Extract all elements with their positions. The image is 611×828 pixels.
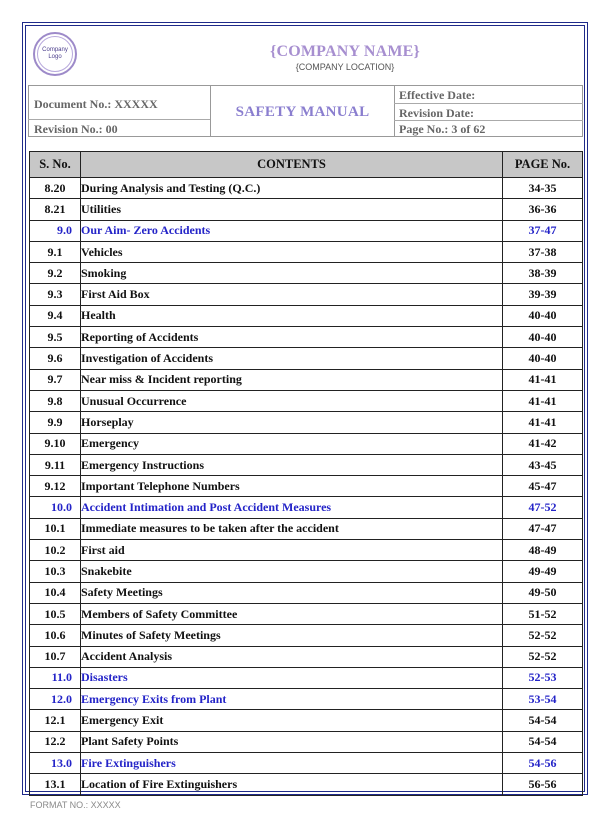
row-contents-title: Safety Meetings [81, 582, 503, 603]
row-serial-number: 9.11 [30, 454, 81, 475]
table-row [30, 263, 583, 284]
row-contents-title: Accident Intimation and Post Accident Measures [81, 497, 503, 518]
row-serial-number: 9.7 [30, 369, 81, 390]
row-serial-number: 11.0 [30, 667, 81, 688]
row-serial-number: 8.20 [30, 178, 81, 199]
row-page-range: 47-47 [503, 518, 583, 539]
table-row [30, 327, 583, 348]
table-row [30, 390, 583, 411]
row-serial-number: 10.4 [30, 582, 81, 603]
column-header-sno: S. No. [30, 152, 81, 178]
company-logo [33, 32, 77, 76]
header-rule-left [28, 119, 210, 120]
row-contents-title: Minutes of Safety Meetings [81, 625, 503, 646]
row-contents-title: Health [81, 305, 503, 326]
table-row [30, 582, 583, 603]
row-contents-title: Emergency Exit [81, 710, 503, 731]
row-contents-title: Our Aim- Zero Accidents [81, 220, 503, 241]
row-contents-title: Members of Safety Committee [81, 603, 503, 624]
effective-date: Effective Date: [399, 88, 476, 102]
company-location: {COMPANY LOCATION} [295, 62, 395, 72]
row-page-range: 52-53 [503, 667, 583, 688]
row-contents-title: During Analysis and Testing (Q.C.) [81, 178, 503, 199]
row-contents-title: Disasters [81, 667, 503, 688]
row-serial-number: 13.0 [30, 753, 81, 774]
row-contents-title: Emergency [81, 433, 503, 454]
company-name: {COMPANY NAME} [269, 43, 421, 60]
table-row [30, 476, 583, 497]
chapter-row [30, 667, 583, 688]
logo-text: Company Logo [42, 47, 68, 60]
table-row [30, 774, 583, 795]
row-serial-number: 9.3 [30, 284, 81, 305]
row-page-range: 41-42 [503, 433, 583, 454]
table-header-row [30, 152, 583, 178]
logo-ring [37, 36, 73, 72]
row-page-range: 41-41 [503, 369, 583, 390]
header-divider-right [394, 85, 395, 137]
contents-table [29, 151, 583, 796]
revision-number: Revision No.: 00 [34, 122, 118, 136]
row-page-range: 45-47 [503, 476, 583, 497]
row-contents-title: Utilities [81, 199, 503, 220]
row-contents-title: Emergency Exits from Plant [81, 689, 503, 710]
revision-date: Revision Date: [399, 106, 474, 120]
row-page-range: 43-45 [503, 454, 583, 475]
table-row [30, 710, 583, 731]
table-body [30, 178, 583, 796]
row-page-range: 56-56 [503, 774, 583, 795]
row-contents-title: Location of Fire Extinguishers [81, 774, 503, 795]
row-page-range: 54-56 [503, 753, 583, 774]
row-serial-number: 13.1 [30, 774, 81, 795]
row-page-range: 39-39 [503, 284, 583, 305]
row-page-range: 36-36 [503, 199, 583, 220]
row-page-range: 34-35 [503, 178, 583, 199]
table-row [30, 603, 583, 624]
table-row [30, 305, 583, 326]
row-serial-number: 12.0 [30, 689, 81, 710]
row-page-range: 40-40 [503, 327, 583, 348]
row-contents-title: First Aid Box [81, 284, 503, 305]
row-contents-title: Unusual Occurrence [81, 390, 503, 411]
row-serial-number: 10.7 [30, 646, 81, 667]
chapter-row [30, 689, 583, 710]
row-serial-number: 12.2 [30, 731, 81, 752]
row-page-range: 49-49 [503, 561, 583, 582]
header-rule-right-1 [394, 103, 583, 104]
table-row [30, 518, 583, 539]
row-serial-number: 10.3 [30, 561, 81, 582]
row-serial-number: 9.0 [30, 220, 81, 241]
table-row [30, 433, 583, 454]
row-serial-number: 9.12 [30, 476, 81, 497]
row-contents-title: Reporting of Accidents [81, 327, 503, 348]
row-page-range: 49-50 [503, 582, 583, 603]
row-contents-title: Near miss & Incident reporting [81, 369, 503, 390]
row-contents-title: Immediate measures to be taken after the accident [81, 518, 503, 539]
row-serial-number: 10.5 [30, 603, 81, 624]
row-serial-number: 9.9 [30, 412, 81, 433]
row-serial-number: 12.1 [30, 710, 81, 731]
row-page-range: 54-54 [503, 710, 583, 731]
table-row [30, 348, 583, 369]
table-row [30, 412, 583, 433]
row-page-range: 40-40 [503, 305, 583, 326]
row-serial-number: 10.2 [30, 540, 81, 561]
row-contents-title: Plant Safety Points [81, 731, 503, 752]
row-serial-number: 9.10 [30, 433, 81, 454]
row-contents-title: First aid [81, 540, 503, 561]
column-header-page: PAGE No. [503, 152, 583, 178]
table-row [30, 561, 583, 582]
row-page-range: 37-38 [503, 241, 583, 262]
table-row [30, 646, 583, 667]
chapter-row [30, 753, 583, 774]
manual-title: SAFETY MANUAL [235, 104, 370, 120]
row-page-range: 47-52 [503, 497, 583, 518]
table-row [30, 454, 583, 475]
table-row [30, 199, 583, 220]
row-contents-title: Accident Analysis [81, 646, 503, 667]
row-serial-number: 10.1 [30, 518, 81, 539]
chapter-row [30, 220, 583, 241]
row-serial-number: 9.4 [30, 305, 81, 326]
row-contents-title: Smoking [81, 263, 503, 284]
row-serial-number: 9.1 [30, 241, 81, 262]
row-page-range: 53-54 [503, 689, 583, 710]
table-row [30, 369, 583, 390]
row-page-range: 54-54 [503, 731, 583, 752]
format-number: FORMAT NO.: XXXXX [30, 800, 121, 810]
row-contents-title: Snakebite [81, 561, 503, 582]
row-page-range: 52-52 [503, 646, 583, 667]
chapter-row [30, 497, 583, 518]
column-header-contents: CONTENTS [81, 152, 503, 178]
row-serial-number: 9.8 [30, 390, 81, 411]
page-number: Page No.: 3 of 62 [399, 122, 486, 136]
table-row [30, 284, 583, 305]
row-serial-number: 9.2 [30, 263, 81, 284]
row-contents-title: Horseplay [81, 412, 503, 433]
table-row [30, 178, 583, 199]
row-serial-number: 9.5 [30, 327, 81, 348]
row-serial-number: 9.6 [30, 348, 81, 369]
row-contents-title: Important Telephone Numbers [81, 476, 503, 497]
row-page-range: 51-52 [503, 603, 583, 624]
row-page-range: 41-41 [503, 412, 583, 433]
row-page-range: 48-49 [503, 540, 583, 561]
row-contents-title: Emergency Instructions [81, 454, 503, 475]
table-row [30, 540, 583, 561]
row-serial-number: 10.6 [30, 625, 81, 646]
row-contents-title: Fire Extinguishers [81, 753, 503, 774]
row-serial-number: 10.0 [30, 497, 81, 518]
row-serial-number: 8.21 [30, 199, 81, 220]
row-page-range: 40-40 [503, 348, 583, 369]
row-page-range: 38-39 [503, 263, 583, 284]
row-page-range: 37-47 [503, 220, 583, 241]
row-contents-title: Investigation of Accidents [81, 348, 503, 369]
row-contents-title: Vehicles [81, 241, 503, 262]
table-row [30, 731, 583, 752]
row-page-range: 41-41 [503, 390, 583, 411]
document-number: Document No.: XXXXX [34, 97, 158, 111]
table-row [30, 241, 583, 262]
row-page-range: 52-52 [503, 625, 583, 646]
table-row [30, 625, 583, 646]
